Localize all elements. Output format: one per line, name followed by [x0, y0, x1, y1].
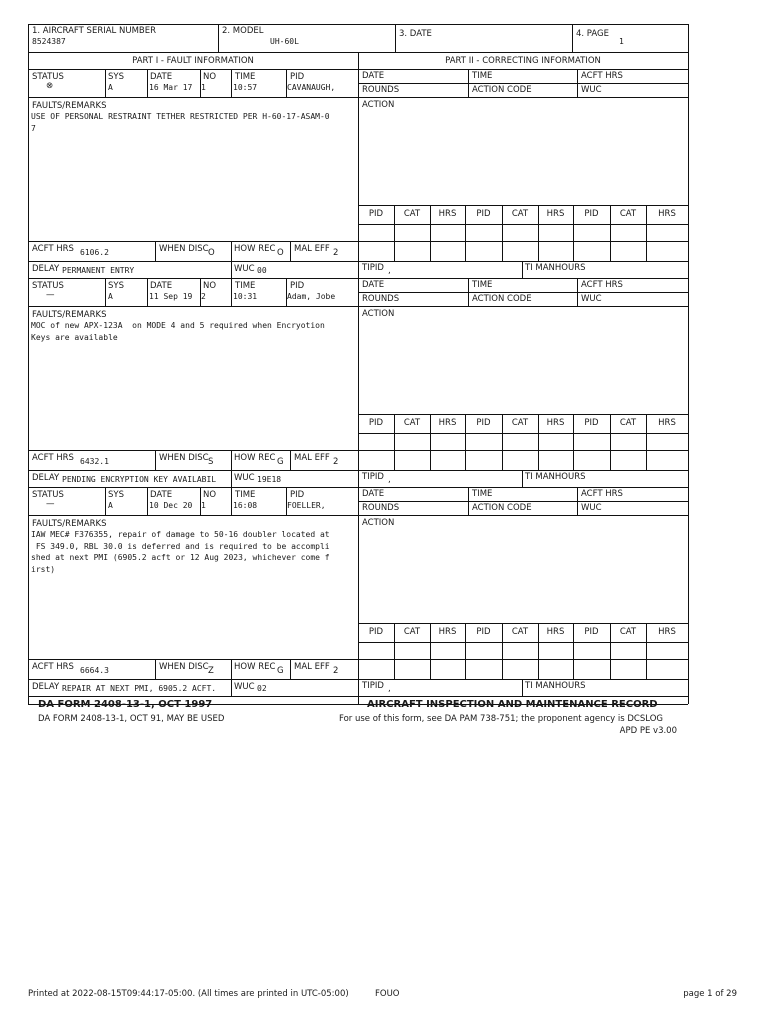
grid-line	[358, 433, 688, 434]
grid-header: CAT	[511, 418, 529, 428]
grid-header: HRS	[658, 627, 676, 637]
mal-eff-label: MAL EFF	[294, 662, 330, 672]
time-label: TIME	[235, 281, 256, 291]
grid-line	[688, 623, 689, 679]
sys-value: A	[108, 501, 113, 510]
remark-line: FS 349.0, RBL 30.0 is deferred and is required to be accompli	[31, 541, 330, 551]
grid-line	[577, 69, 578, 97]
version-text: APD PE v3.00	[619, 726, 677, 736]
no-label: NO	[203, 72, 217, 82]
grid-line	[105, 278, 106, 306]
grid-line	[147, 278, 148, 306]
acft-hrs-label: ACFT HRS	[32, 453, 74, 463]
faults-label: FAULTS/REMARKS	[32, 101, 107, 111]
grid-line	[358, 224, 688, 225]
grid-line	[231, 470, 232, 487]
model-value: UH-60L	[270, 37, 299, 46]
grid-header: HRS	[658, 418, 676, 428]
grid-header: PID	[368, 209, 384, 219]
pid-value: Adam, Jobe	[287, 292, 336, 301]
wuc-value: 19E18	[257, 475, 282, 484]
grid-line	[28, 515, 358, 516]
page-value: 1	[619, 37, 624, 46]
form-sub: DA FORM 2408-13-1, OCT 91, MAY BE USED	[38, 714, 225, 724]
grid-line	[522, 679, 523, 696]
tipid-label: TIPID	[362, 263, 384, 273]
proponent-text: For use of this form, see DA PAM 738-751; the proponent agency is DCSLOG	[339, 714, 663, 724]
tipid-value: ,	[388, 266, 391, 276]
status-value: —	[46, 290, 55, 300]
status-label: STATUS	[32, 72, 64, 82]
ti-manhours-label: TI MANHOURS	[525, 681, 586, 691]
grid-line	[358, 659, 688, 660]
grid-line	[105, 69, 106, 97]
grid-line	[395, 24, 396, 52]
sys-value: A	[108, 292, 113, 301]
date-label: DATE	[150, 490, 173, 500]
no-value: 1	[201, 83, 206, 92]
grid-header: HRS	[546, 627, 565, 637]
sys-label: SYS	[108, 490, 124, 500]
grid-line	[358, 501, 688, 502]
mal-eff-label: MAL EFF	[294, 453, 330, 463]
grid-line	[358, 241, 688, 242]
time-label: TIME	[235, 490, 256, 500]
mal-eff-value: 2	[333, 248, 339, 258]
grid-header: CAT	[511, 627, 529, 637]
delay-value: PERMANENT ENTRY	[62, 266, 135, 275]
p2-acft-hrs-label: ACFT HRS	[581, 280, 623, 290]
grid-header: HRS	[546, 209, 565, 219]
page-label: 4. PAGE	[576, 29, 610, 39]
grid-header: CAT	[403, 627, 421, 637]
grid-line	[28, 470, 358, 471]
grid-line	[28, 24, 688, 25]
grid-header: CAT	[403, 418, 421, 428]
faults-label: FAULTS/REMARKS	[32, 519, 107, 529]
acft-hrs-value: 6432.1	[80, 457, 109, 466]
grid-line	[155, 659, 156, 679]
grid-line	[290, 241, 291, 261]
grid-line	[358, 278, 688, 279]
grid-line	[155, 450, 156, 470]
delay-value: PENDING ENCRYPTION KEY AVAILABIL	[62, 475, 217, 484]
ti-manhours-label: TI MANHOURS	[525, 472, 586, 482]
grid-line	[28, 97, 358, 98]
grid-line	[28, 69, 688, 70]
grid-header: PID	[584, 209, 599, 219]
when-disc-value: Z	[208, 666, 214, 676]
date-label: DATE	[150, 72, 173, 82]
wuc-label: WUC	[234, 682, 255, 692]
p2-time-label: TIME	[472, 489, 493, 499]
pid-label: PID	[290, 281, 305, 291]
time-label: TIME	[235, 72, 256, 82]
pid-label: PID	[290, 72, 305, 82]
p2-date-label: DATE	[362, 71, 385, 81]
grid-line	[358, 97, 688, 98]
action-label: ACTION	[362, 518, 395, 528]
serial-label: 1. AIRCRAFT SERIAL NUMBER	[32, 26, 157, 36]
rounds-label: ROUNDS	[362, 503, 400, 513]
when-disc-value: O	[208, 248, 215, 258]
status-value: ⊗	[46, 81, 54, 91]
grid-line	[522, 470, 523, 487]
grid-line	[290, 659, 291, 679]
grid-header: HRS	[438, 418, 457, 428]
remark-line: 7	[31, 123, 36, 133]
grid-line	[231, 487, 232, 515]
grid-line	[358, 679, 688, 680]
p2-wuc-label: WUC	[581, 503, 602, 513]
p2-acft-hrs-label: ACFT HRS	[581, 489, 623, 499]
grid-line	[688, 24, 689, 704]
grid-line	[218, 24, 219, 52]
grid-line	[358, 623, 688, 624]
mal-eff-label: MAL EFF	[294, 244, 330, 254]
sys-value: A	[108, 83, 113, 92]
grid-header: PID	[368, 418, 384, 428]
no-value: 1	[201, 501, 206, 510]
model-label: 2. MODEL	[222, 26, 264, 36]
form-title: DA FORM 2408-13-1, OCT 1997	[38, 699, 213, 710]
grid-line	[358, 205, 688, 206]
time-value: 10:57	[233, 83, 258, 92]
date-label: 3. DATE	[399, 29, 432, 39]
page-of-text: page 1 of 29	[683, 989, 737, 999]
wuc-value: 00	[257, 266, 267, 275]
rounds-label: ROUNDS	[362, 294, 400, 304]
grid-header: HRS	[438, 627, 457, 637]
wuc-label: WUC	[234, 473, 255, 483]
grid-line	[358, 642, 688, 643]
grid-line	[688, 205, 689, 261]
rounds-label: ROUNDS	[362, 85, 400, 95]
how-rec-value: G	[277, 666, 284, 676]
grid-header: HRS	[546, 418, 565, 428]
grid-line	[358, 696, 688, 697]
how-rec-value: G	[277, 457, 284, 467]
fouo-text: FOUO	[375, 989, 400, 999]
wuc-value: 02	[257, 684, 267, 693]
date-label: DATE	[150, 281, 173, 291]
grid-line	[688, 414, 689, 470]
delay-label: DELAY	[32, 682, 60, 692]
grid-header: HRS	[438, 209, 457, 219]
delay-label: DELAY	[32, 264, 60, 274]
grid-header: PID	[368, 627, 384, 637]
grid-header: PID	[476, 627, 491, 637]
grid-line	[105, 487, 106, 515]
grid-line	[28, 487, 358, 488]
sys-label: SYS	[108, 72, 124, 82]
p2-date-label: DATE	[362, 280, 385, 290]
grid-line	[358, 414, 688, 415]
grid-header: CAT	[403, 209, 421, 219]
wuc-label: WUC	[234, 264, 255, 274]
grid-header: CAT	[619, 209, 637, 219]
acft-hrs-value: 6664.3	[80, 666, 109, 675]
grid-header: PID	[476, 418, 491, 428]
grid-line	[28, 450, 358, 451]
tipid-label: TIPID	[362, 472, 384, 482]
grid-line	[572, 24, 573, 52]
mal-eff-value: 2	[333, 666, 339, 676]
pid-label: PID	[290, 490, 305, 500]
grid-line	[468, 69, 469, 97]
remark-line: MOC of new APX-123A on MODE 4 and 5 required when Encryotion	[31, 321, 325, 330]
acft-hrs-label: ACFT HRS	[32, 662, 74, 672]
serial-value: 8524387	[32, 37, 66, 46]
p2-acft-hrs-label: ACFT HRS	[581, 71, 623, 81]
no-label: NO	[203, 490, 217, 500]
part2-title: PART II - CORRECTING INFORMATION	[445, 56, 601, 66]
grid-line	[147, 69, 148, 97]
date-value: 16 Mar 17	[149, 83, 193, 92]
faults-label: FAULTS/REMARKS	[32, 310, 107, 320]
part1-title: PART I - FAULT INFORMATION	[132, 56, 254, 66]
how-rec-label: HOW REC	[234, 244, 276, 254]
status-label: STATUS	[32, 281, 64, 291]
grid-line	[358, 515, 688, 516]
action-label: ACTION	[362, 100, 395, 110]
grid-line	[231, 261, 232, 278]
p2-time-label: TIME	[472, 280, 493, 290]
grid-header: CAT	[619, 627, 637, 637]
grid-line	[231, 659, 232, 679]
action-code-label: ACTION CODE	[472, 503, 532, 513]
p2-wuc-label: WUC	[581, 85, 602, 95]
grid-line	[468, 487, 469, 515]
date-value: 10 Dec 20	[149, 501, 193, 510]
time-value: 10:31	[233, 292, 258, 301]
pid-value: CAVANAUGH,	[287, 83, 336, 92]
grid-line	[358, 52, 359, 704]
grid-line	[231, 679, 232, 696]
grid-line	[147, 487, 148, 515]
grid-line	[28, 659, 358, 660]
no-label: NO	[203, 281, 217, 291]
grid-line	[231, 69, 232, 97]
grid-line	[28, 24, 29, 704]
when-disc-label: WHEN DISC	[159, 453, 209, 463]
action-label: ACTION	[362, 309, 395, 319]
p2-date-label: DATE	[362, 489, 385, 499]
grid-header: PID	[584, 418, 599, 428]
remark-line: IAW MEC# F376355, repair of damage to 50-16 doubler located at	[31, 530, 330, 539]
grid-line	[358, 292, 688, 293]
grid-header: CAT	[511, 209, 529, 219]
pid-value: FOELLER,	[287, 501, 326, 510]
status-value: —	[46, 499, 55, 509]
acft-hrs-label: ACFT HRS	[32, 244, 74, 254]
grid-line	[358, 470, 688, 471]
remark-line: USE OF PERSONAL RESTRAINT TETHER RESTRICTED PER H-60-17-ASAM-0	[31, 112, 330, 121]
p2-time-label: TIME	[472, 71, 493, 81]
tipid-label: TIPID	[362, 681, 384, 691]
grid-header: PID	[584, 627, 599, 637]
remark-line: irst)	[31, 564, 56, 574]
grid-header: PID	[476, 209, 491, 219]
grid-line	[358, 450, 688, 451]
tipid-value: ,	[388, 475, 391, 485]
grid-line	[358, 487, 688, 488]
grid-line	[28, 278, 358, 279]
grid-line	[28, 679, 358, 680]
grid-line	[28, 261, 358, 262]
printed-text: Printed at 2022-08-15T09:44:17-05:00. (All times are printed in UTC-05:00)	[28, 989, 349, 999]
when-disc-label: WHEN DISC	[159, 662, 209, 672]
grid-line	[28, 241, 358, 242]
delay-value: REPAIR AT NEXT PMI, 6905.2 ACFT.	[62, 684, 217, 693]
grid-line	[231, 450, 232, 470]
how-rec-label: HOW REC	[234, 453, 276, 463]
grid-line	[155, 241, 156, 261]
tipid-value: ,	[388, 684, 391, 694]
mal-eff-value: 2	[333, 457, 339, 467]
record-title: AIRCRAFT INSPECTION AND MAINTENANCE RECORD	[367, 699, 658, 710]
ti-manhours-label: TI MANHOURS	[525, 263, 586, 273]
grid-line	[28, 306, 358, 307]
remark-line: shed at next PMI (6905.2 acft or 12 Aug 2023, whichever come f	[31, 553, 330, 562]
grid-line	[28, 696, 358, 697]
action-code-label: ACTION CODE	[472, 294, 532, 304]
how-rec-value: O	[277, 248, 284, 258]
grid-header: HRS	[658, 209, 676, 219]
date-value: 11 Sep 19	[149, 292, 193, 301]
grid-line	[577, 278, 578, 306]
how-rec-label: HOW REC	[234, 662, 276, 672]
p2-wuc-label: WUC	[581, 294, 602, 304]
grid-line	[231, 241, 232, 261]
status-label: STATUS	[32, 490, 64, 500]
delay-label: DELAY	[32, 473, 60, 483]
when-disc-label: WHEN DISC	[159, 244, 209, 254]
grid-line	[468, 278, 469, 306]
grid-line	[231, 278, 232, 306]
no-value: 2	[201, 292, 206, 301]
action-code-label: ACTION CODE	[472, 85, 532, 95]
grid-line	[577, 487, 578, 515]
grid-line	[358, 83, 688, 84]
sys-label: SYS	[108, 281, 124, 291]
grid-line	[290, 450, 291, 470]
acft-hrs-value: 6106.2	[80, 248, 109, 257]
grid-line	[358, 306, 688, 307]
grid-header: CAT	[619, 418, 637, 428]
time-value: 16:08	[233, 501, 258, 510]
grid-line	[522, 261, 523, 278]
grid-line	[358, 261, 688, 262]
remark-line: Keys are available	[31, 332, 118, 342]
when-disc-value: S	[208, 457, 214, 467]
